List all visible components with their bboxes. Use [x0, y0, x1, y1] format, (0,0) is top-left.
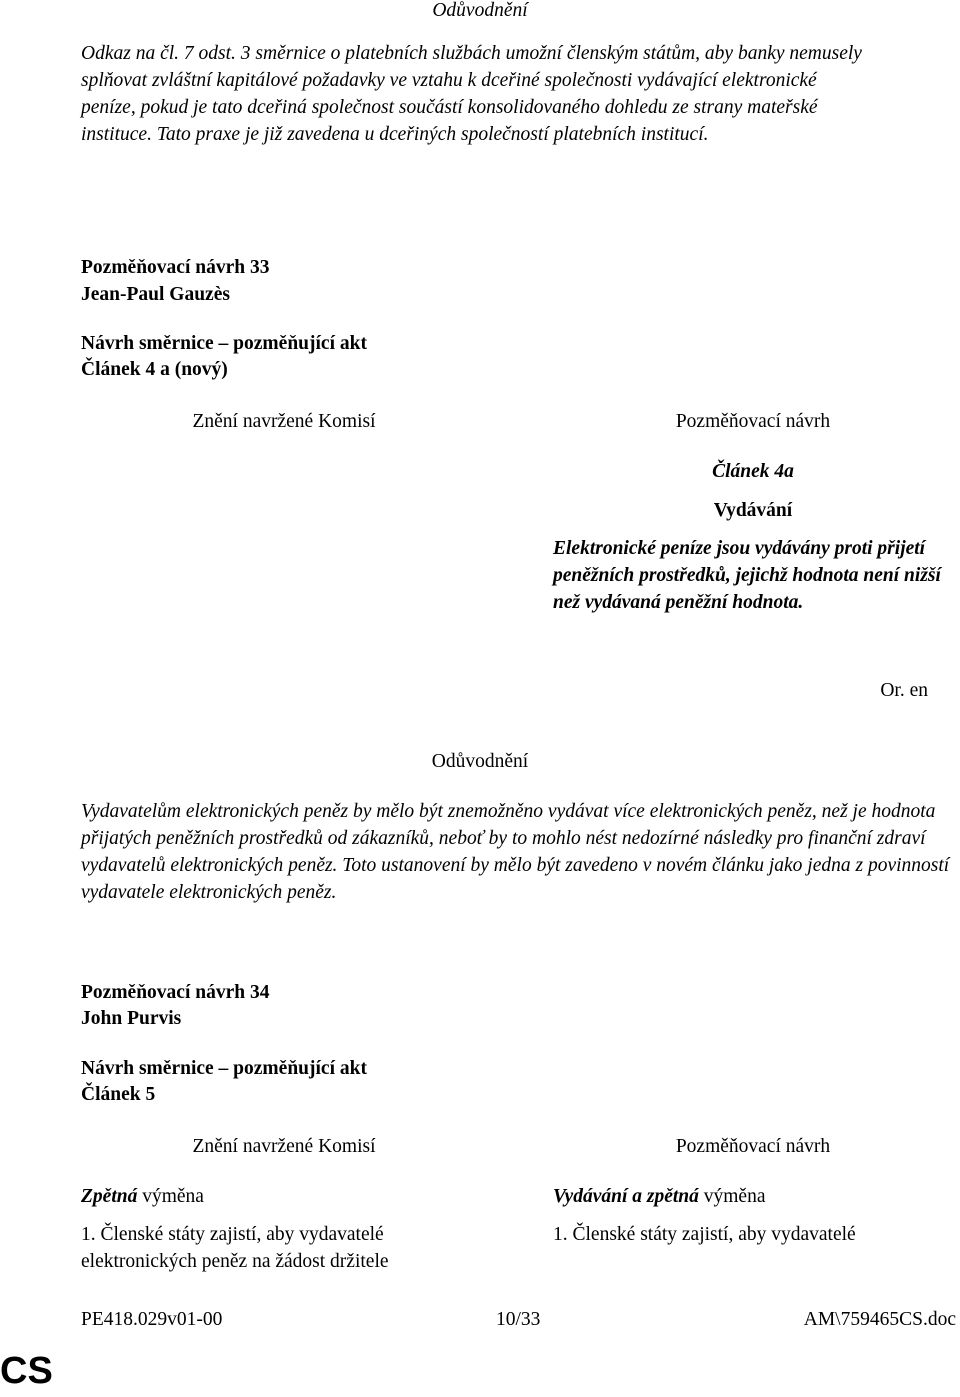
column-heading-commission: Znění navržené Komisí — [192, 411, 376, 432]
act-reference: Návrh směrnice – pozměňující akt — [81, 333, 367, 354]
amendment-number: Pozměňovací návrh 33 — [81, 257, 270, 278]
deleted-text: Zpětná — [81, 1186, 138, 1207]
amended-article-text: 1. Členské státy zajistí, aby vydavatelé — [553, 1224, 856, 1245]
column-heading-amendment: Pozměňovací návrh — [675, 1136, 831, 1157]
title-rest: výměna — [698, 1186, 766, 1207]
original-language: Or. en — [880, 680, 928, 701]
file-reference: AM\759465CS.doc — [803, 1309, 956, 1330]
inserted-text: Vydávání a zpětná — [553, 1186, 699, 1207]
justification-heading: Odůvodnění — [431, 751, 529, 772]
column-heading-commission: Znění navržené Komisí — [192, 1136, 376, 1157]
article-reference: Článek 5 — [81, 1084, 156, 1105]
commission-article-text: 1. Členské státy zajistí, aby vydavatelé elektronických peněz na žádost držitele — [81, 1224, 389, 1272]
document-reference: PE418.029v01-00 — [81, 1309, 223, 1330]
amended-article-title: Vydávání — [713, 500, 793, 521]
commission-article-title — [81, 1183, 481, 1210]
column-heading-amendment: Pozměňovací návrh — [675, 411, 831, 432]
amended-article-text: Elektronické peníze jsou vydávány proti přijetí peněžních prostředků, jejichž hodnota není nižší než vydávaná peněžní hodnota. — [553, 538, 941, 613]
amendment-author: Jean-Paul Gauzès — [81, 284, 230, 305]
act-reference: Návrh směrnice – pozměňující akt — [81, 1058, 367, 1079]
article-reference: Článek 4 a (nový) — [81, 359, 228, 380]
page-number: 10/33 — [496, 1309, 541, 1330]
amendment-author: John Purvis — [81, 1008, 182, 1029]
amended-article-title — [553, 1183, 953, 1210]
justification-text: Vydavatelům elektronických peněz by mělo být znemožněno vydávat více elektronických peněz, než je hodnota přijatých peněžních prostředků od zákazníků, neboť by to mohlo nést nedozírné následky pro finanční zdraví vydavatelů elektronických peněz. Toto ustanovení by mělo být zavedeno v novém článku jako jedna z povinností vydavatele elektronických peněz. — [81, 801, 950, 903]
language-code: CS — [0, 1350, 53, 1392]
amendment-number: Pozměňovací návrh 34 — [81, 982, 270, 1003]
justification-text: Odkaz na čl. 7 odst. 3 směrnice o platebních službách umožní členským státům, aby banky nemusely splňovat zvláštní kapitálové požadavky ve vztahu k dceřiné společnosti vydávající elektronické peníze, pokud je tato dceřiná společnost součástí konsolidovaného dohledu ze strany mateřské instituce. Tato praxe je již zavedena u dceřiných společností platebních institucí. — [81, 43, 862, 145]
title-rest: výměna — [137, 1186, 204, 1207]
amended-article-number: Článek 4a — [712, 461, 794, 482]
justification-heading: Odůvodnění — [432, 0, 528, 21]
